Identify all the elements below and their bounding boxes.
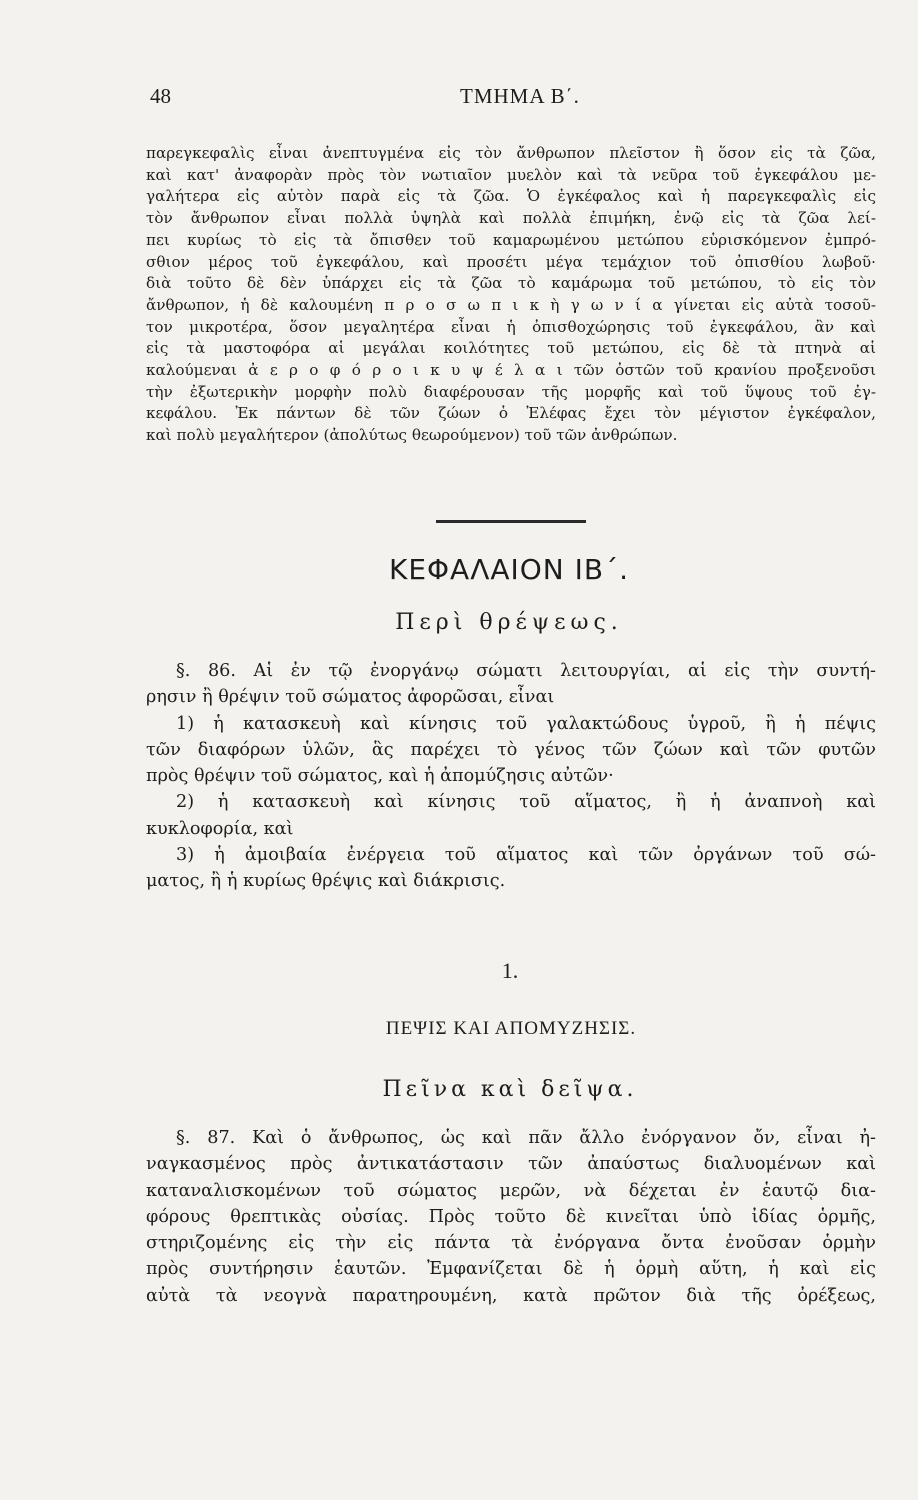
running-head [150, 84, 870, 110]
text-line: §. 87. Καὶ ὁ ἄνθρωπος, ὡς καὶ πᾶν ἄλλο ἐνόργανον ὄν, εἶναι ἠ- [176, 1128, 876, 1148]
text-line: παρεγκεφαλὶς εἶναι ἀνεπτυγμένα εἰς τὸν ἄνθρωπον πλεῖστον ἢ ὅσον εἰς τὰ ζῶα, [146, 144, 876, 162]
text-line: σθιον μέρος τοῦ ἐγκεφάλου, καὶ προσέτι μέγα τεμάχιον τοῦ ὀπισθίου λωβοῦ· [146, 252, 876, 271]
text-line: καταναλισκομένων τοῦ σώματος μερῶν, νὰ δέχεται ἐν ἑαυτῷ δια- [146, 1180, 876, 1201]
text-line: ματος, ἢ ἡ κυρίως θρέψις καὶ διάκρισις. [146, 871, 506, 892]
text-line: τὴν ἐξωτερικὴν μορφὴν πολὺ διαφέρουσαν τῆς μορφῆς καὶ τοῦ ὕψους τοῦ ἐγ- [146, 382, 876, 401]
section-title: ΠΕΨΙΣ ΚΑΙ ΑΠΟΜΥΖΗΣΙΣ. [385, 1018, 637, 1039]
text-line: πρὸς θρέψιν τοῦ σώματος, καὶ ἡ ἀπομύζησις αὐτῶν· [146, 766, 614, 787]
text-line: 2) ἡ κατασκευὴ καὶ κίνησις τοῦ αἵματος, ἢ ἡ ἀναπνοὴ καὶ [176, 792, 876, 813]
chapter-subtitle: Περὶ θρέψεως. [395, 610, 623, 635]
continuation-paragraph [146, 143, 876, 447]
text-line: πει κυρίως τὸ εἰς τὰ ὄπισθεν τοῦ καμαρωμένου μετώπου εὑρισκόμενον ἐμπρό- [146, 230, 876, 249]
text-line: 3) ἡ ἀμοιβαία ἐνέργεια τοῦ αἵματος καὶ τῶν ὀργάνων τοῦ σώ- [176, 845, 876, 866]
text-line: τὸν ἄνθρωπον εἶναι πολλὰ ὑψηλὰ καὶ πολλὰ ἐπιμήκη, ἐνῷ εἰς τὰ ζῶα λεί- [146, 209, 876, 228]
text-line: τῶν διαφόρων ὑλῶν, ἃς παρέχει τὸ γένος τῶν ζώων καὶ τῶν φυτῶν [146, 739, 876, 760]
paragraph-87 [146, 1125, 876, 1309]
text-line: καὶ πολὺ μεγαλήτερον (ἀπολύτως θεωρούμενον) τοῦ τῶν ἀνθρώπων. [146, 426, 678, 445]
text-line: 1) ἡ κατασκευὴ καὶ κίνησις τοῦ γαλακτώδους ὑγροῦ, ἢ ἡ πέψις [176, 713, 876, 734]
text-line: ναγκασμένος πρὸς ἀντικατάστασιν τῶν ἀπαύστως διαλυομένων καὶ [146, 1154, 876, 1175]
text-line: ἄνθρωπον, ἡ δὲ καλουμένη π ρ ο σ ω π ι κ ὴ γ ω ν ί α γίνεται εἰς αὐτὰ τοσοῦ- [146, 295, 876, 314]
text-line: διὰ τοῦτο δὲ δὲν ὑπάρχει εἰς τὰ ζῶα τὸ καμάρωμα τοῦ μετώπου, τὸ εἰς τὸν [146, 274, 876, 293]
text-line: γαλήτερα εἰς αὐτὸν παρὰ εἰς τὰ ζῶα. Ὁ ἐγκέφαλος καὶ ἡ παρεγκεφαλὶς εἰς [146, 187, 876, 206]
text-line: στηριζομένης εἰς τὴν εἰς πάντα τὰ ἐνόργανα ὄντα ἐνοῦσαν ὁρμὴν [146, 1233, 876, 1254]
text-line: εἰς τὰ μαστοφόρα αἱ μεγάλαι κοιλότητες τοῦ μετώπου, εἰς δὲ τὰ πτηνὰ αἱ [146, 339, 876, 358]
chapter-title: ΚΕΦΑΛΑΙΟΝ ΙΒ΄. [388, 553, 630, 586]
text-line: κεφάλου. Ἐκ πάντων δὲ τῶν ζώων ὁ Ἐλέφας ἔχει τὸν μέγιστον ἐγκέφαλον, [146, 404, 876, 423]
section-divider-rule [436, 520, 586, 523]
text-line: καλούμεναι ἀ ε ρ ο φ ό ρ ο ι κ υ ψ έ λ α ι τῶν ὀστῶν τοῦ κρανίου προξενοῦσι [146, 361, 876, 380]
page-number: 48 [150, 84, 171, 108]
text-line: ρησιν ἢ θρέψιν τοῦ σώματος ἀφορῶσαι, εἶναι [146, 687, 555, 708]
text-line: καὶ κατ' ἀναφορὰν πρὸς τὸν νωτιαῖον μυελὸν καὶ τὰ νεῦρα τοῦ ἐγκεφάλου με- [146, 165, 876, 184]
section-number: 1. [501, 958, 519, 983]
text-line: τον μικροτέρα, ὅσον μεγαλητέρα εἶναι ἡ ὀπισθοχώρησις τοῦ ἐγκεφάλου, ἂν καὶ [146, 317, 876, 336]
section-subtitle: Πεῖνα καὶ δεῖψα. [382, 1077, 638, 1102]
paragraph-86 [146, 658, 876, 895]
text-line: πρὸς συντήρησιν ἑαυτῶν. Ἐμφανίζεται δὲ ἡ ὁρμὴ αὕτη, ἡ καὶ εἰς [146, 1259, 876, 1280]
text-line: φόρους θρεπτικὰς οὐσίας. Πρὸς τοῦτο δὲ κινεῖται ὑπὸ ἰδίας ὁρμῆς, [146, 1206, 876, 1227]
running-title: ΤΜΗΜΑ Β΄. [460, 84, 580, 108]
text-line: κυκλοφορία, καὶ [146, 818, 294, 839]
text-line: §. 86. Αἱ ἐν τῷ ἐνοργάνῳ σώματι λειτουργίαι, αἱ εἰς τὴν συντή- [176, 661, 876, 681]
text-line: αὐτὰ τὰ νεογνὰ παρατηρουμένη, κατὰ πρῶτον διὰ τῆς ὀρέξεως, [146, 1285, 876, 1306]
